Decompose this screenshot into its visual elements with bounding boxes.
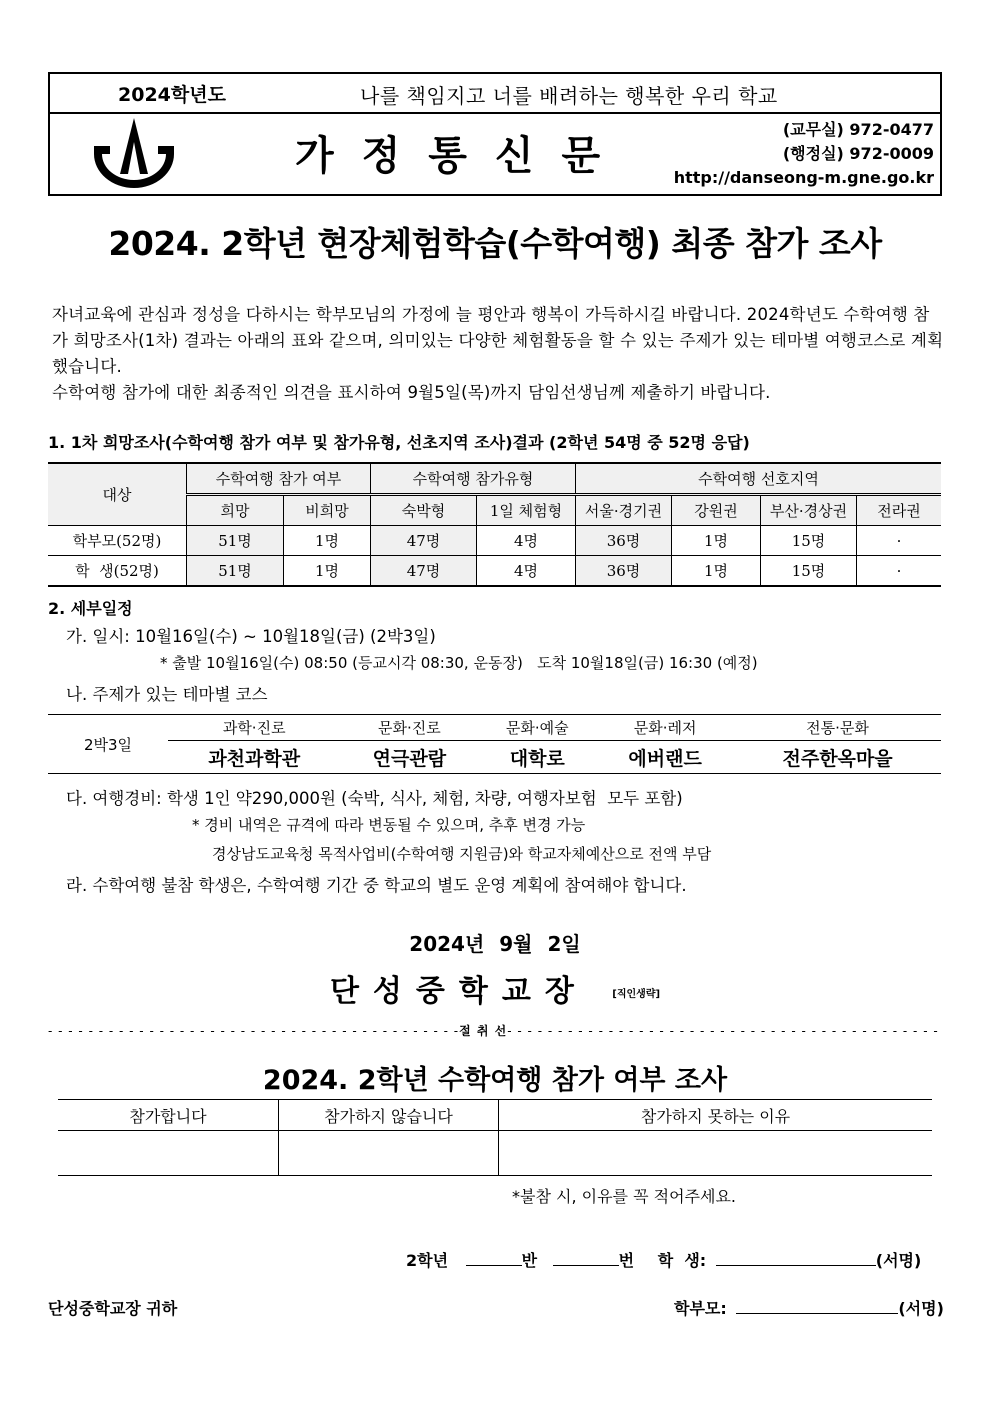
- course-table: [48, 714, 941, 774]
- class-label: 반: [521, 1251, 538, 1270]
- office-phone: (교무실) 972-0477: [782, 120, 934, 139]
- parent-signature-input[interactable]: [736, 1297, 898, 1314]
- cut-line: - - - - - - - - - - - - - - - - - - - - - - - - - - - - - - - - - - - - - - - - -절 취 선- - - - - - - - - - - - - - - - - - - - - - - - - - - - - - - - - - - - - - - - - - -: [48, 1024, 939, 1038]
- non-participant-note: 라. 수학여행 불참 학생은, 수학여행 기간 중 학교의 별도 운영 계획에 참여해야 합니다.: [66, 876, 687, 895]
- class-input[interactable]: [466, 1249, 522, 1266]
- section-1-title: 1. 1차 희망조사(수학여행 참가 여부 및 참가유형, 선초지역 조사)결과 (2학년 54명 중 52명 응답): [48, 433, 750, 452]
- cell: ·: [857, 556, 942, 587]
- participation-form-table: [58, 1099, 932, 1176]
- intro-paragraph-2: 수학여행 참가에 대한 최종적인 의견을 표시하여 9월5일(목)까지 담임선생님께 제출하기 바랍니다.: [52, 383, 771, 402]
- cell: 15명: [761, 526, 857, 556]
- cost-note-1: * 경비 내역은 규격에 따라 변동될 수 있으며, 추후 변경 가능: [192, 816, 586, 834]
- cell: 36명: [576, 556, 672, 587]
- course-duration: 2박3일: [48, 715, 168, 774]
- group-region: 수학여행 선호지역: [576, 463, 942, 495]
- student-label: 학 생:: [657, 1251, 707, 1270]
- header-top-row: [50, 74, 940, 114]
- school-website-link[interactable]: http://danseong-m.gne.go.kr: [673, 168, 934, 187]
- col-participate: 참가합니다: [58, 1100, 279, 1131]
- col-jeolla: 전라권: [857, 495, 942, 526]
- cell: 1명: [284, 556, 371, 587]
- course-place: 전주한옥마을: [734, 741, 941, 774]
- group-type: 수학여행 참가유형: [371, 463, 576, 495]
- group-participation: 수학여행 참가 여부: [187, 463, 371, 495]
- cell: 4명: [477, 526, 576, 556]
- issue-date: 2024년 9월 2일: [409, 932, 581, 956]
- course-place: 대학로: [478, 741, 596, 774]
- col-overnight: 숙박형: [371, 495, 477, 526]
- col-not-participate: 참가하지 않습니다: [279, 1100, 499, 1131]
- parent-info-line: [674, 1296, 944, 1319]
- survey-result-table: [48, 462, 941, 587]
- course-theme: 문화·예술: [478, 715, 596, 741]
- participate-checkbox-cell[interactable]: [58, 1131, 279, 1176]
- course-place: 과천과학관: [168, 741, 340, 774]
- col-target: 대상: [48, 463, 187, 526]
- not-participate-checkbox-cell[interactable]: [279, 1131, 499, 1176]
- cell: 36명: [576, 526, 672, 556]
- section-2-title: 2. 세부일정: [48, 599, 133, 618]
- col-no-hope: 비희망: [284, 495, 371, 526]
- course-theme: 과학·진로: [168, 715, 340, 741]
- number-label: 번: [618, 1251, 635, 1270]
- course-theme: 문화·진로: [340, 715, 478, 741]
- course-theme: 전통·문화: [734, 715, 941, 741]
- document-title: 2024. 2학년 현장체험학습(수학여행) 최종 참가 조사: [108, 224, 882, 263]
- row-label: 학 생(52명): [48, 556, 187, 587]
- intro-paragraph-1: 자녀교육에 관심과 정성을 다하시는 학부모님의 가정에 늘 평안과 행복이 가득하시길 바랍니다. 2024학년도 수학여행 참가 희망조사(1차) 결과는 아래의 표와 같으며, 의미있는 다양한 체험활동을 할 수 있는 주제가 있는 테마별 여행코스로 계획했습니다.: [52, 305, 944, 376]
- student-signature-input[interactable]: [716, 1249, 876, 1266]
- intro-text: [52, 302, 944, 406]
- schedule-note: * 출발 10월16일(수) 08:50 (등교시각 08:30, 운동장) 도착 10월18일(금) 16:30 (예정): [160, 654, 758, 672]
- col-seoul-gyeonggi: 서울·경기권: [576, 495, 672, 526]
- sign-label: (서명): [875, 1251, 922, 1270]
- principal-name: 단성중학교장: [329, 974, 588, 1009]
- cell: 1명: [672, 526, 761, 556]
- cell: ·: [857, 526, 942, 556]
- reason-input-cell[interactable]: [499, 1131, 933, 1176]
- addressee: 단성중학교장 귀하: [48, 1299, 178, 1318]
- cell: 1명: [672, 556, 761, 587]
- col-busan-gyeongsang: 부산·경상권: [761, 495, 857, 526]
- cell: 47명: [371, 556, 477, 587]
- cell: 15명: [761, 556, 857, 587]
- admin-phone: (행정실) 972-0009: [782, 144, 934, 163]
- row-label: 학부모(52명): [48, 526, 187, 556]
- student-info-line: [406, 1248, 921, 1271]
- course-theme: 문화·레저: [596, 715, 734, 741]
- form-note: *불참 시, 이유를 꼭 적어주세요.: [512, 1187, 736, 1206]
- col-gangwon: 강원권: [672, 495, 761, 526]
- cell: 1명: [284, 526, 371, 556]
- parent-label: 학부모:: [674, 1299, 727, 1318]
- newsletter-title: 가정통신문: [295, 132, 629, 179]
- number-input[interactable]: [553, 1249, 619, 1266]
- sign-label: (서명): [898, 1299, 944, 1318]
- col-hope: 희망: [187, 495, 284, 526]
- table-row: [48, 556, 941, 587]
- cell: 51명: [187, 556, 284, 587]
- form-title: 2024. 2학년 수학여행 참가 여부 조사: [262, 1065, 728, 1096]
- grade-label: 2학년: [406, 1251, 449, 1270]
- school-motto: 나를 책임지고 너를 배려하는 행복한 우리 학교: [360, 84, 778, 108]
- schedule-dates: 가. 일시: 10월16일(수) ~ 10월18일(금) (2박3일): [66, 627, 436, 646]
- school-emblem-icon: [88, 116, 180, 188]
- newsletter-header: [48, 72, 942, 196]
- course-place: 연극관람: [340, 741, 478, 774]
- cell: 4명: [477, 556, 576, 587]
- col-day-trip: 1일 체험형: [477, 495, 576, 526]
- theme-course-heading: 나. 주제가 있는 테마별 코스: [66, 685, 268, 704]
- col-reason: 참가하지 못하는 이유: [499, 1100, 933, 1131]
- trip-cost: 다. 여행경비: 학생 1인 약290,000원 (숙박, 식사, 체험, 차량, 여행자보험 모두 포함): [66, 789, 683, 808]
- seal-omitted-note: [직인생략]: [612, 989, 661, 1000]
- cost-note-2: 경상남도교육청 목적사업비(수학여행 지원금)와 학교자체예산으로 전액 부담: [212, 845, 712, 863]
- principal-signature: [48, 966, 942, 1010]
- table-row: [48, 526, 941, 556]
- course-place: 에버랜드: [596, 741, 734, 774]
- school-year: 2024학년도: [118, 84, 226, 106]
- cut-line-label: 절 취 선: [459, 1024, 508, 1038]
- cell: 51명: [187, 526, 284, 556]
- contact-info: [674, 118, 934, 190]
- cell: 47명: [371, 526, 477, 556]
